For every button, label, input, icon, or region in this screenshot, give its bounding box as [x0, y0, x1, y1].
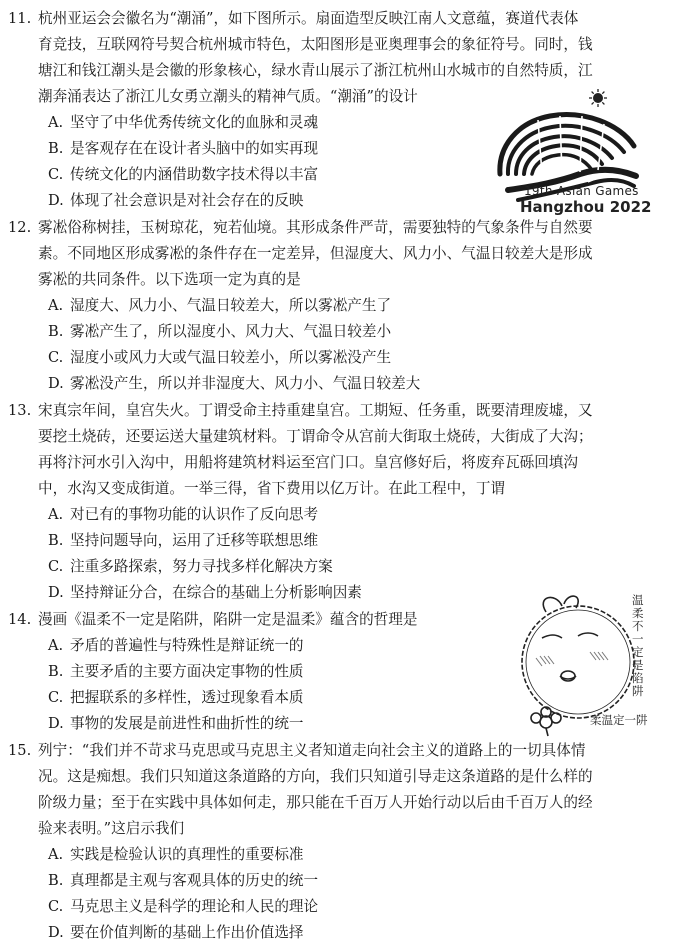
option-c[interactable]: C. 湿度小或风力大或气温日较差小，所以雾凇没产生 — [48, 349, 392, 366]
option-a[interactable]: A. 矛盾的普遍性与特殊性是辩证统一的 — [48, 637, 304, 654]
option-b[interactable]: B. 真理都是主观与客观具体的历史的统一 — [48, 872, 319, 889]
option-b[interactable]: B. 主要矛盾的主要方面决定事物的性质 — [48, 663, 304, 680]
option-b[interactable]: B. 是客观存在在设计者头脑中的如实再现 — [48, 140, 319, 157]
option-c[interactable]: C. 马克思主义是科学的理论和人民的理论 — [48, 898, 319, 915]
option-a[interactable]: A. 实践是检验认识的真理性的重要标准 — [48, 846, 304, 863]
option-d[interactable]: D. 要在价值判断的基础上作出价值选择 — [48, 924, 304, 941]
option-c[interactable]: C. 注重多路探索，努力寻找多样化解决方案 — [48, 558, 333, 575]
question-stem-line: 再将汴河水引入沟中，用船将建筑材料运至宫门口。皇宫修好后，将废弃瓦砾回填沟 — [38, 454, 578, 471]
question-number: 13. — [8, 402, 32, 419]
question-stem-line: 阶级力量；至于在实践中具体如何走，那只能在千百万人开始行动以后由千百万人的经 — [38, 794, 593, 811]
question-stem-line: 14. 漫画《温柔不一定是陷阱，陷阱一定是温柔》蕴含的哲理是 — [8, 607, 417, 633]
question-stem-line: 12. 雾凇俗称树挂，玉树琼花，宛若仙境。其形成条件严苛，需要独特的气象条件与自然要 — [8, 215, 593, 241]
question-stem-line: 况。这是痴想。我们只知道这条道路的方向，我们只知道引导走这条道路的是什么样的 — [38, 768, 593, 785]
question-12 — [8, 215, 593, 397]
question-stem-line: 要挖土烧砖，还要运送大量建筑材料。丁谓命令从宫前大街取土烧砖，大街成了大沟； — [38, 428, 593, 445]
option-d[interactable]: D. 坚持辩证分合，在综合的基础上分析影响因素 — [48, 584, 362, 601]
option-a[interactable]: A. 坚守了中华优秀传统文化的血脉和灵魂 — [48, 114, 319, 131]
question-stem-line: 验来表明。”这启示我们 — [38, 820, 185, 837]
question-number: 14. — [8, 611, 32, 628]
question-stem-line: 塘江和钱江潮头是会徽的形象核心，绿水青山展示了浙江杭州山水城市的自然特质，江 — [38, 62, 593, 79]
option-b[interactable]: B. 坚持问题导向，运用了迁移等联想思维 — [48, 532, 319, 549]
logo-caption-line2: Hangzhou 2022 — [520, 198, 652, 216]
question-stem-line: 15. 列宁：“我们并不苛求马克思或马克思主义者知道走向社会主义的道路上的一切具体情 — [8, 738, 593, 764]
question-stem-line: 中，水沟又变成街道。一举三得，省下费用以亿万计。在此工程中，丁谓 — [38, 480, 506, 497]
sun-icon — [589, 89, 607, 107]
logo-caption-line1: 19th Asian Games — [524, 184, 639, 198]
question-14 — [8, 607, 417, 737]
question-15 — [8, 738, 593, 946]
question-stem-line: 素。不同地区形成雾凇的条件存在一定差异，但湿度大、风力小、气温日较差大是形成 — [38, 245, 593, 262]
question-stem-line: 育竞技，互联网符号契合杭州城市特色，太阳图形是亚奥理事会的象征符号。同时，钱 — [38, 36, 593, 53]
option-d[interactable]: D. 事物的发展是前进性和曲折性的统一 — [48, 715, 304, 732]
cartoon-illustration — [506, 590, 678, 738]
option-a[interactable]: A. 湿度大、风力小、气温日较差大，所以雾凇产生了 — [48, 297, 392, 314]
option-d[interactable]: D. 体现了社会意识是对社会存在的反映 — [48, 192, 304, 209]
cartoon-top-text: 温柔不一定是陷阱 — [632, 593, 644, 698]
option-d[interactable]: D. 雾凇没产生，所以并非湿度大、风力小、气温日较差大 — [48, 375, 421, 392]
question-number: 12. — [8, 219, 32, 236]
question-stem-line: 潮奔涌表达了浙江儿女勇立潮头的精神气质。“潮涌”的设计 — [38, 88, 418, 105]
question-stem-line: 雾凇的共同条件。以下选项一定为真的是 — [38, 271, 301, 288]
question-number: 11. — [8, 10, 32, 27]
question-13 — [8, 398, 593, 606]
option-c[interactable]: C. 把握联系的多样性，透过现象看本质 — [48, 689, 304, 706]
cartoon-bottom-text: 柔温定一阱 — [590, 713, 648, 727]
question-stem-line: 11. 杭州亚运会会徽名为“潮涌”，如下图所示。扇面造型反映江南人文意蕴，赛道代表体 — [8, 6, 593, 32]
option-b[interactable]: B. 雾凇产生了，所以湿度小、风力大、气温日较差小 — [48, 323, 392, 340]
option-a[interactable]: A. 对已有的事物功能的认识作了反向思考 — [48, 506, 319, 523]
question-number: 15. — [8, 742, 32, 759]
option-c[interactable]: C. 传统文化的内涵借助数字技术得以丰富 — [48, 166, 319, 183]
question-stem-line: 13. 宋真宗年间，皇宫失火。丁谓受命主持重建皇宫。工期短、任务重，既要清理废墟，又 — [8, 398, 593, 424]
